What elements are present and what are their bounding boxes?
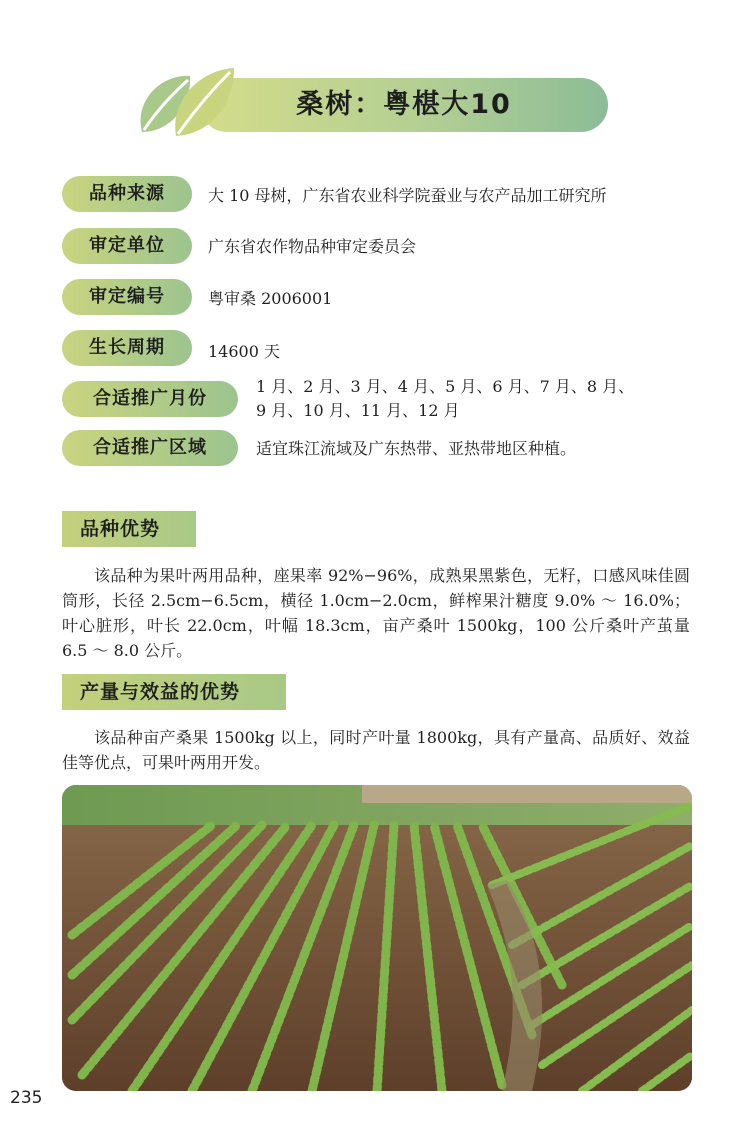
value-unit: 广东省农作物品种审定委员会 [208,237,417,256]
section-heading-advantage: 品种优势 [62,511,196,547]
page-number: 235 [10,1088,43,1108]
value-months-line1: 1 月、2 月、3 月、4 月、5 月、6 月、7 月、8 月、 [256,377,635,396]
label-region: 合适推广区域 [62,430,238,466]
page-title: 桑树：粤椹大10 [296,89,512,120]
value-cycle: 14600 天 [208,342,280,361]
label-unit: 审定单位 [62,228,192,264]
section-body-yield: 该品种亩产桑果 1500kg 以上，同时产叶量 1800kg，具有产量高、品质好、效益佳等优点，可果叶两用开发。 [62,728,690,772]
title-banner [130,62,610,142]
section-heading-yield: 产量与效益的优势 [62,674,286,710]
label-source: 品种来源 [62,176,192,212]
label-months: 合适推广月份 [62,381,238,417]
value-number: 粤审桑 2006001 [208,289,333,308]
mulberry-field-photo [62,785,692,1091]
value-region: 适宜珠江流域及广东热带、亚热带地区种植。 [256,439,577,458]
label-number: 审定编号 [62,279,192,315]
field-illustration [62,785,692,1091]
section-body-advantage: 该品种为果叶两用品种，座果率 92%−96%，成熟果黑紫色，无籽，口感风味佳圆筒形，长径 2.5cm−6.5cm，横径 1.0cm−2.0cm，鲜榨果汁糖度 9.0% ～ 16.0%；叶心脏形，叶长 22.0cm，叶幅 18.3cm，亩产桑叶 1500kg，100 公斤桑叶产茧量 6.5 ～ 8.0 公斤。 [62,566,690,660]
value-source: 大 10 母树，广东省农业科学院蚕业与农产品加工研究所 [208,186,607,205]
label-cycle: 生长周期 [62,330,192,366]
value-months-line2: 9 月、10 月、11 月、12 月 [256,401,460,420]
